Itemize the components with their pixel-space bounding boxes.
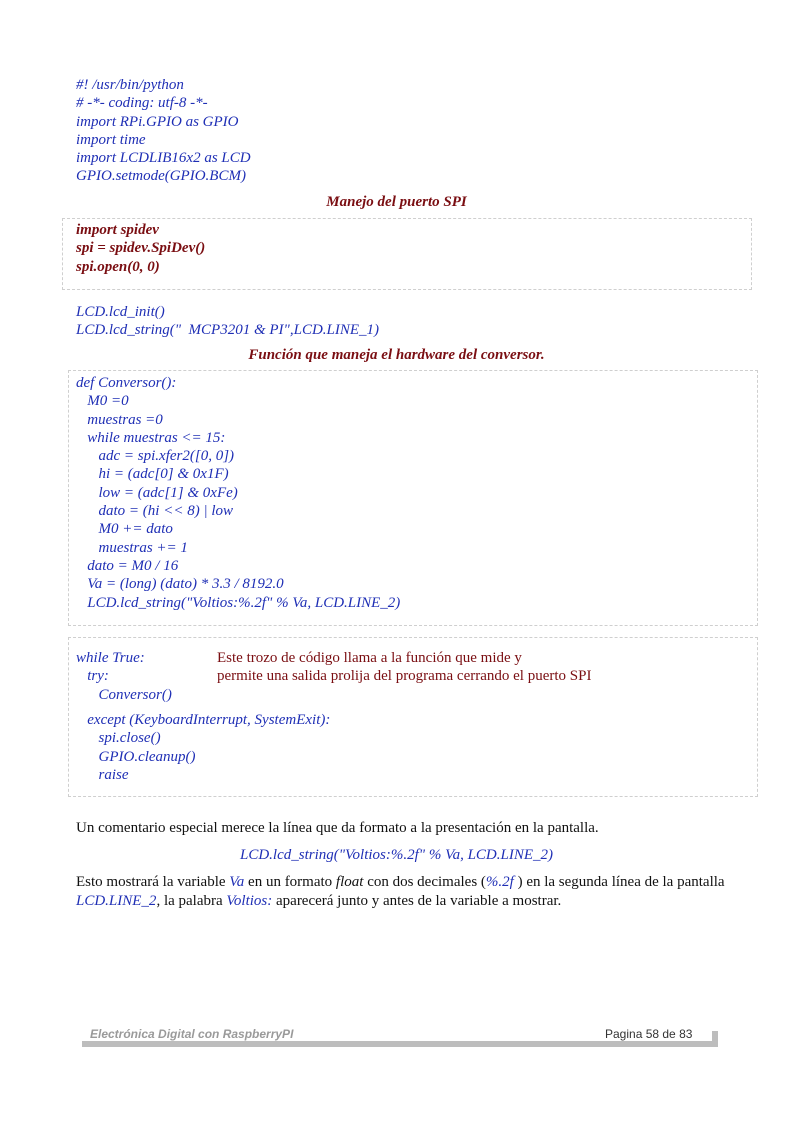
paragraph-explanation: Esto mostrará la variable Va en un formato float con dos decimales (%.2f ) en la segunda línea de la pantalla LCD.LINE_2, la palabra Voltios: aparecerá junto y antes de la variable a mostrar. (76, 874, 725, 909)
code-line: while True: (76, 650, 145, 666)
code-line: adc = spi.xfer2([0, 0]) (76, 448, 235, 465)
section-title-spi: Manejo del puerto SPI (326, 194, 467, 210)
code-line: LCD.lcd_string(" MCP3201 & PI",LCD.LINE_1) (76, 322, 380, 339)
word-float: float (335, 874, 364, 890)
code-line: M0 =0 (76, 393, 129, 410)
code-line: raise (76, 766, 129, 783)
code-line: except (KeyboardInterrupt, SystemExit): (76, 712, 331, 728)
code-line: def Conversor(): (76, 375, 177, 391)
code-line: hi = (adc[0] & 0x1F) (76, 466, 229, 483)
var-va: Va (229, 874, 245, 890)
paragraph-intro: Un comentario especial merece la línea que da formato a la presentación en la pantalla. (76, 820, 599, 836)
code-line: try: (76, 668, 109, 685)
code-lcd-init (76, 303, 379, 340)
code-line: Va = (long) (dato) * 3.3 / 8192.0 (76, 576, 284, 593)
code-line: while muestras <= 15: (76, 429, 226, 446)
code-line: # -*- coding: utf-8 -*- (76, 95, 208, 112)
code-line: dato = M0 / 16 (76, 557, 179, 574)
section-title-conversor: Función que maneja el hardware del conversor. (248, 347, 545, 363)
code-spi (76, 221, 205, 276)
code-line: muestras += 1 (76, 539, 188, 556)
footer-shadow-right (712, 1031, 718, 1047)
code-line: Conversor() (76, 686, 172, 703)
loop-comment (217, 649, 591, 686)
code-line: import LCDLIB16x2 as LCD (76, 150, 251, 167)
code-loop-bottom (76, 711, 330, 784)
code-line: muestras =0 (76, 411, 163, 428)
code-line: spi = spidev.SpiDev() (76, 240, 206, 257)
centered-code-line: LCD.lcd_string("Voltios:%.2f" % Va, LCD.LINE_2) (239, 847, 554, 863)
code-header (76, 76, 251, 186)
lcd-line-2: LCD.LINE_2 (76, 892, 157, 909)
code-line: low = (adc[1] & 0xFe) (76, 484, 238, 501)
code-line: GPIO.cleanup() (76, 748, 196, 765)
code-line: M0 += dato (76, 521, 173, 538)
code-loop-top (76, 649, 172, 704)
code-line: #! /usr/bin/python (76, 77, 184, 93)
word-voltios: Voltios: (226, 892, 273, 909)
code-line: LCD.lcd_string("Voltios:%.2f" % Va, LCD.LINE_2) (76, 594, 401, 611)
comment-line: Este trozo de código llama a la función que mide y (217, 650, 522, 666)
code-conversor (76, 374, 400, 612)
footer-shadow-bar (82, 1041, 718, 1047)
code-line: import time (76, 131, 146, 148)
format-spec: %.2f (485, 874, 518, 890)
footer-title: Electrónica Digital con RaspberryPI (90, 1027, 294, 1041)
code-line: import spidev (76, 222, 159, 238)
comment-line: permite una salida prolija del programa cerrando el puerto SPI (217, 668, 592, 685)
code-line: dato = (hi << 8) | low (76, 503, 233, 520)
code-line: import RPi.GPIO as GPIO (76, 113, 239, 130)
code-line: spi.open(0, 0) (76, 258, 160, 275)
code-line: GPIO.setmode(GPIO.BCM) (76, 168, 246, 185)
footer-page-number: Pagina 58 de 83 (605, 1027, 693, 1041)
code-line: LCD.lcd_init() (76, 304, 165, 320)
code-line: spi.close() (76, 730, 161, 747)
